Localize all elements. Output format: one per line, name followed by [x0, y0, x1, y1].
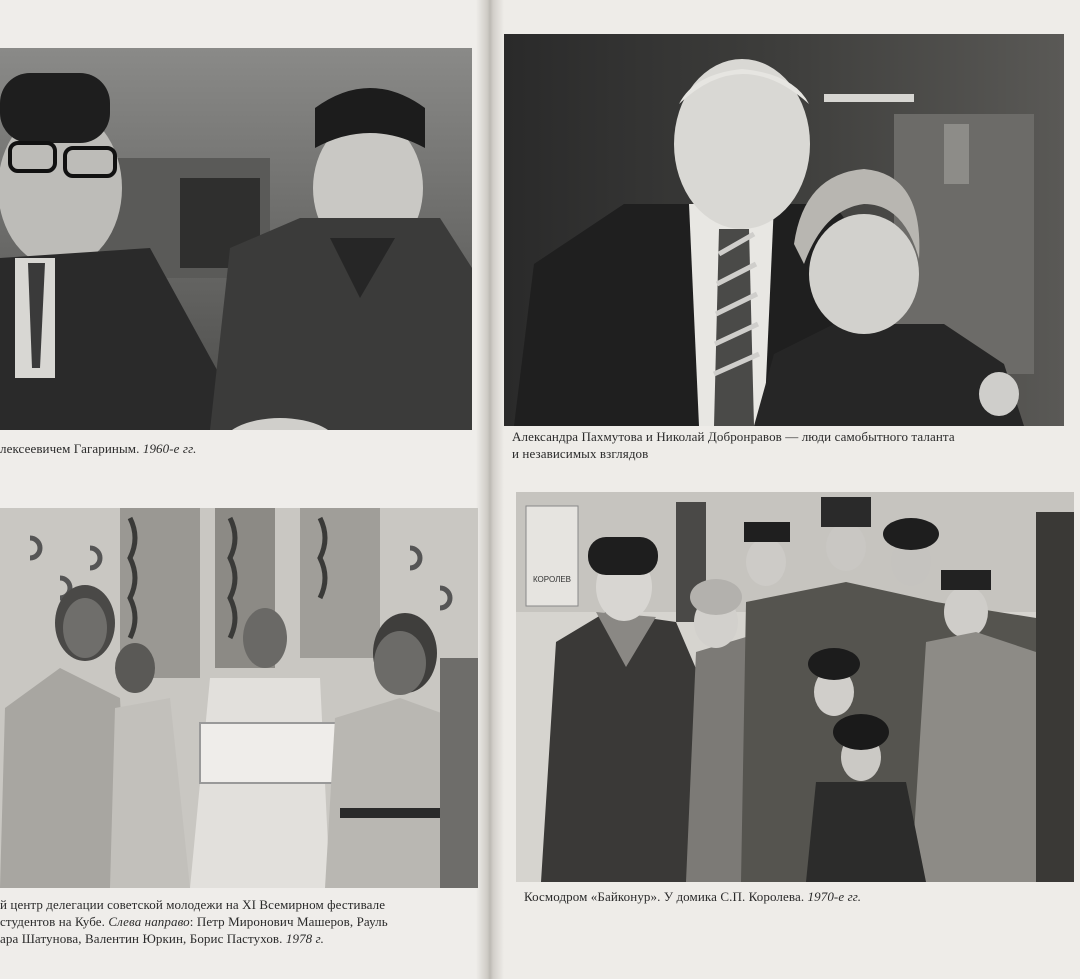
caption-text: ара Шатунова, Валентин Юркин, Борис Пастухов. [0, 931, 286, 946]
caption-bottom-right [524, 888, 1064, 905]
caption-date: 1978 г. [285, 931, 324, 946]
caption-text: студентов на Кубе. [0, 914, 109, 929]
photo-bottom-right [516, 492, 1074, 882]
caption-line-2 [0, 913, 480, 930]
plaque-text: КОРОЛЕВ [532, 575, 572, 584]
caption-text: : Петр Миронович Машеров, Рауль [189, 914, 388, 929]
caption-line-2: и независимых взглядов [512, 446, 649, 461]
caption-text: лексеевичем Гагариным. [0, 441, 143, 456]
caption-date: 1970-е гг. [807, 889, 862, 904]
caption-line-1: й центр делегации советской молодежи на XI Всемирном фестивале [0, 897, 386, 912]
photo-bottom-left [0, 508, 478, 888]
book-gutter [476, 0, 504, 979]
caption-top-left [0, 440, 470, 457]
caption-top-right [512, 428, 1072, 462]
photo-top-left [0, 48, 472, 430]
caption-date: 1960-е гг. [142, 441, 197, 456]
caption-text: Космодром «Байконур». У домика С.П. Королева. [524, 889, 808, 904]
caption-line-3 [0, 930, 480, 947]
photo-top-right [504, 34, 1064, 426]
caption-italic: Слева направо [108, 914, 190, 929]
caption-line-1: Александра Пахмутова и Николай Добронравов — люди самобытного таланта [512, 429, 955, 444]
caption-bottom-left [0, 896, 480, 947]
